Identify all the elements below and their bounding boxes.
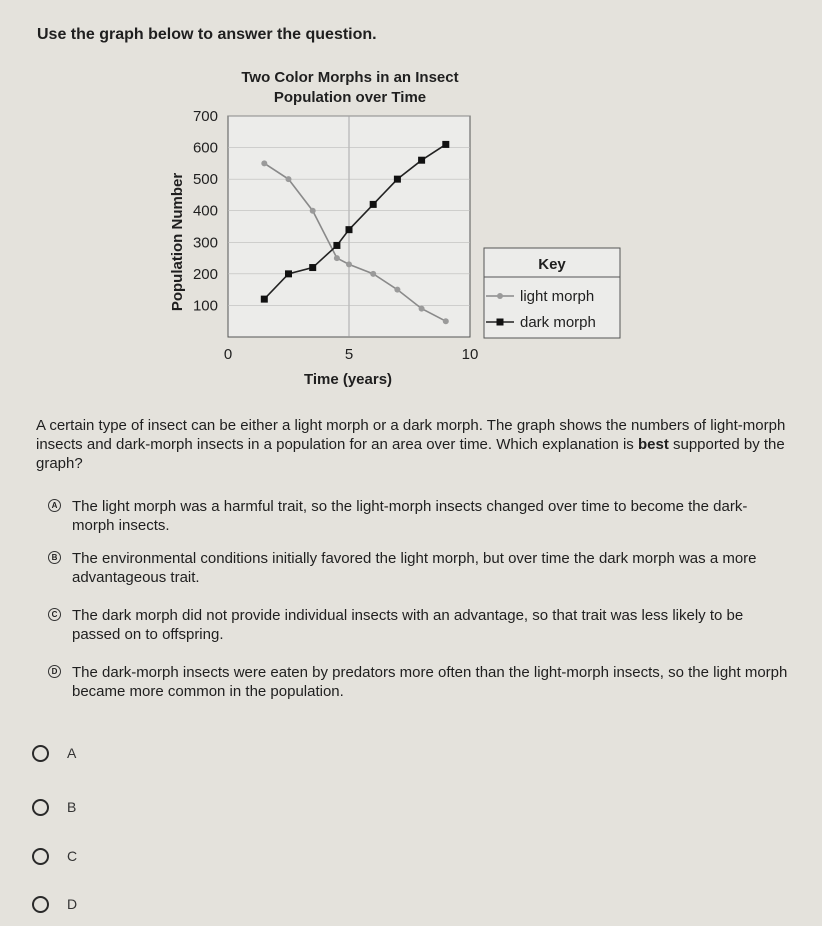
answer-d-label[interactable]: D [67,896,78,912]
dark-morph-point [261,296,268,303]
plot-area [193,108,478,363]
dark-morph-point [333,242,340,249]
y-tick-label: 500 [192,171,218,189]
answer-c-label[interactable]: C [67,848,78,864]
light-morph-point [286,176,292,182]
y-tick-label: 400 [192,202,218,220]
y-tick-label: 200 [192,265,218,283]
y-tick-label: 600 [192,139,218,157]
dark-morph-point [442,141,449,148]
passage-emphasis: best [637,436,669,453]
y-tick-label: 700 [192,108,218,125]
choice-b-marker: B [48,551,61,564]
legend [484,248,620,338]
radio-b[interactable] [32,799,49,816]
x-axis-label: Time (years) [303,371,393,388]
choice-d-text: The dark-morph insects were eaten by predators more often than the light-morph insects, so the light morph became more common in the population. [72,664,788,700]
choice-c-marker: C [48,608,61,621]
answer-option-c[interactable] [32,844,77,868]
radio-d[interactable] [32,896,49,913]
choice-a [48,497,788,535]
radio-c[interactable] [32,848,49,865]
answer-option-d[interactable] [32,892,77,916]
light-morph-point [261,160,267,166]
answer-b-label[interactable]: B [67,799,77,815]
x-tick-label: 10 [461,346,479,363]
answer-option-a[interactable] [32,741,76,765]
x-tick-label: 0 [223,346,233,363]
choice-d [48,663,788,701]
y-axis-label: Population Number [169,172,186,312]
radio-a[interactable] [32,745,49,762]
dark-morph-point [418,157,425,164]
choice-a-text: The light morph was a harmful trait, so the light-morph insects changed over time to become the dark-morph insects. [72,498,748,534]
legend-light-label: light morph [520,288,595,305]
x-tick-label: 5 [344,346,354,363]
chart-subtitle: Population over Time [273,89,427,106]
dark-morph-point [285,270,292,277]
legend-dark-marker [497,319,504,326]
choice-b-text: The environmental conditions initially favored the light morph, but over time the dark morph was a more advantageous trait. [72,550,757,586]
choice-a-marker: A [48,499,61,512]
light-morph-point [370,271,376,277]
legend-title: Key [538,256,566,273]
dark-morph-point [309,264,316,271]
legend-dark-label: dark morph [520,314,596,331]
population-chart [150,64,630,394]
passage-end: supported by the graph? [36,436,785,472]
light-morph-point [394,287,400,293]
dark-morph-point [370,201,377,208]
light-morph-point [419,306,425,312]
answer-a-label[interactable]: A [67,745,77,761]
light-morph-point [334,255,340,261]
choice-c-text: The dark morph did not provide individual insects with an advantage, so that trait was less likely to be passed on to offspring. [72,607,744,643]
chart-title: Two Color Morphs in an Insect [241,69,459,86]
dark-morph-point [394,176,401,183]
light-morph-point [443,318,449,324]
legend-light-marker [497,293,503,299]
light-morph-point [346,261,352,267]
choice-c [48,606,788,644]
dark-morph-point [346,226,353,233]
answer-option-b[interactable] [32,795,76,819]
light-morph-point [310,208,316,214]
question-passage [36,416,786,473]
choice-b [48,549,788,587]
passage-start: A certain type of insect can be either a light morph or a dark morph. The graph shows the numbers of light-morph insects and dark-morph insects in a population for an area over time. Which explanation is [36,417,786,453]
y-tick-label: 100 [192,297,218,315]
instruction-text: Use the graph below to answer the question. [37,26,377,43]
choice-d-marker: D [48,665,61,678]
y-tick-label: 300 [192,234,218,252]
